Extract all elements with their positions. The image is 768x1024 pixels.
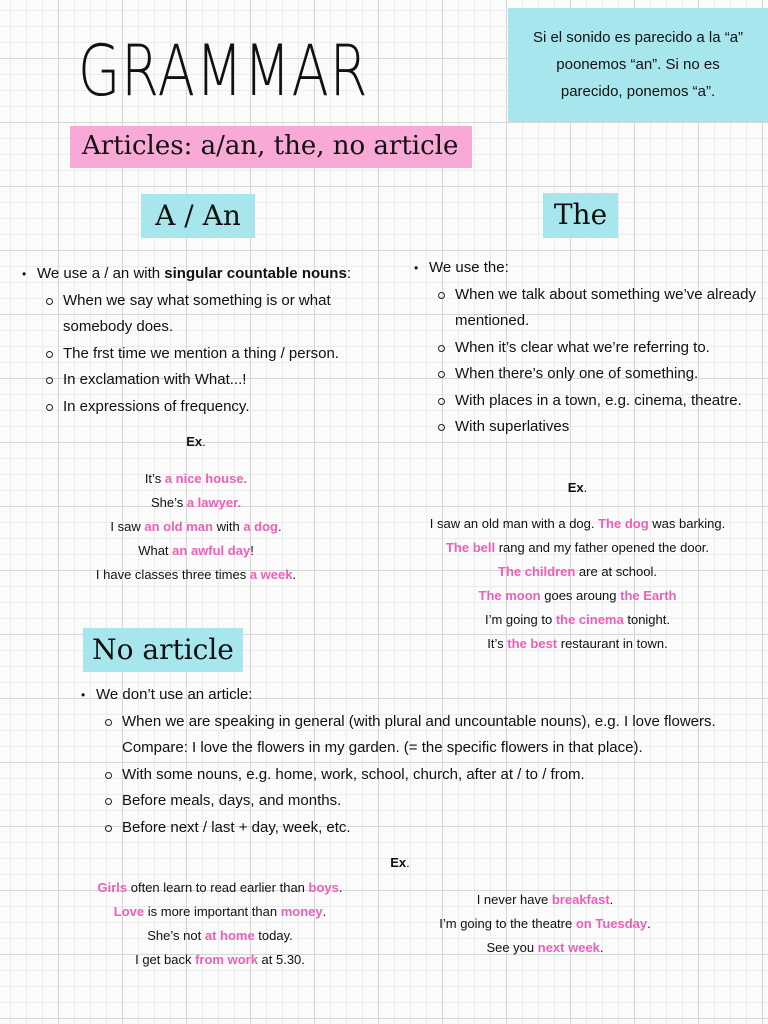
example-text: restaurant in town. <box>557 636 668 651</box>
no-article-intro: • We don’t use an article: When we are speaking in general (with plural and uncountable nouns), e.g. I love flowers. Compare: I love the flowers in my garden. (= the specific flowers in that place). With some nouns, e.g. home, work, school, church, after at / to / from. Before meals, days, and months. Before next / last + day, week, etc. <box>96 682 746 841</box>
list-item: When it’s clear what we’re referring to. <box>455 335 759 362</box>
highlighted-phrase: The moon <box>478 588 541 603</box>
example-text: . <box>609 892 614 907</box>
example-text: is more important than <box>144 904 281 919</box>
highlighted-phrase: the Earth <box>620 588 677 603</box>
no-article-examples-right <box>400 888 690 960</box>
example-text: I saw <box>110 519 145 534</box>
highlighted-phrase: a dog <box>243 519 278 534</box>
highlighted-phrase: The dog <box>598 516 649 531</box>
highlighted-phrase: Love <box>113 904 145 919</box>
the-rules <box>429 255 759 441</box>
highlighted-phrase: a lawyer. <box>186 495 242 510</box>
example-line <box>400 512 755 536</box>
example-text: I get back <box>135 952 196 967</box>
a-an-examples <box>40 467 352 587</box>
list-item: Before meals, days, and months. <box>122 788 746 815</box>
example-line <box>400 912 690 936</box>
example-line <box>400 584 755 608</box>
list-item: With places in a town, e.g. cinema, theatre. <box>455 388 759 415</box>
example-line <box>400 560 755 584</box>
highlighted-phrase: Girls <box>97 880 128 895</box>
highlighted-phrase: from work <box>195 952 258 967</box>
example-text: often learn to read earlier than <box>127 880 309 895</box>
page-title: GRAMMAR <box>78 30 369 112</box>
example-text: I’m going to <box>484 612 556 627</box>
highlighted-phrase: an old man <box>144 519 213 534</box>
example-text: are at school. <box>575 564 657 579</box>
example-line <box>40 491 352 515</box>
a-an-ex-label: Ex. <box>186 434 206 449</box>
list-item: When we are speaking in general (with plural and uncountable nouns), e.g. I love flowers. Compare: I love the flowers in my garden. (= the specific flowers in that place). <box>122 709 746 762</box>
highlighted-phrase: The children <box>498 564 576 579</box>
the-examples <box>400 512 755 656</box>
a-an-intro: • We use a / an with singular countable nouns: When we say what something is or what somebody does. The frst time we mention a thing / person. In exclamation with What...! In expressions of frequency. <box>37 261 377 420</box>
highlighted-phrase: a nice house. <box>164 471 248 486</box>
highlighted-phrase: money <box>280 904 323 919</box>
example-text: rang and my father opened the door. <box>495 540 710 555</box>
example-line <box>400 608 755 632</box>
example-line <box>60 948 380 972</box>
highlighted-phrase: the best <box>507 636 558 651</box>
example-text: was barking. <box>648 516 726 531</box>
example-text: . <box>599 940 604 955</box>
highlighted-phrase: an awful day <box>172 543 251 558</box>
example-text: I saw an old man with a dog. <box>429 516 599 531</box>
list-item: Before next / last + day, week, etc. <box>122 815 746 842</box>
example-text: See you <box>486 940 538 955</box>
list-item: In expressions of frequency. <box>63 394 377 421</box>
a-an-intro-bold: singular countable nouns <box>164 265 347 282</box>
example-text: It’s <box>487 636 508 651</box>
example-line <box>40 467 352 491</box>
example-text: . <box>292 567 297 582</box>
example-text: today. <box>254 928 293 943</box>
heading-no-article: No article <box>83 628 243 672</box>
heading-a-an: A / An <box>141 194 255 238</box>
example-text: . <box>338 880 343 895</box>
list-item: With superlatives <box>455 414 759 441</box>
example-text: at 5.30. <box>257 952 305 967</box>
example-text: with <box>212 519 244 534</box>
list-item: When there’s only one of something. <box>455 361 759 388</box>
list-item: With some nouns, e.g. home, work, school, church, after at / to / from. <box>122 762 746 789</box>
pronunciation-note: Si el sonido es parecido a la “a” poonemos “an”. Si no es parecido, ponemos “a”. <box>508 8 768 122</box>
list-item: When we talk about something we’ve already mentioned. <box>455 282 759 335</box>
example-text: tonight. <box>623 612 670 627</box>
example-text: She’s not <box>147 928 205 943</box>
example-line <box>40 563 352 587</box>
list-item: The frst time we mention a thing / person. <box>63 341 377 368</box>
example-line <box>400 936 690 960</box>
highlighted-phrase: The bell <box>445 540 496 555</box>
list-item: When we say what something is or what somebody does. <box>63 288 377 341</box>
example-line <box>60 924 380 948</box>
example-text: I’m going to the theatre <box>439 916 576 931</box>
highlighted-phrase: boys <box>308 880 339 895</box>
the-intro: • We use the: When we talk about something we’ve already mentioned. When it’s clear what we’re referring to. When there’s only one of something. With places in a town, e.g. cinema, theatre. With superlatives <box>429 255 759 441</box>
example-text: . <box>647 916 651 931</box>
heading-the: The <box>543 193 618 238</box>
example-text: I have classes three times <box>95 567 250 582</box>
the-ex-label: Ex. <box>567 480 588 495</box>
no-article-rules <box>96 682 746 841</box>
list-item: In exclamation with What...! <box>63 367 377 394</box>
no-article-ex-label: Ex. <box>390 855 410 870</box>
highlighted-phrase: at home <box>204 928 255 943</box>
example-line <box>60 900 380 924</box>
example-line <box>400 632 755 656</box>
highlighted-phrase: the cinema <box>555 612 624 627</box>
highlighted-phrase: breakfast <box>551 892 610 907</box>
example-line <box>60 876 380 900</box>
a-an-rules <box>37 261 377 420</box>
example-text: goes aroung <box>540 588 621 603</box>
highlighted-phrase: a week <box>249 567 293 582</box>
page-subtitle: Articles: a/an, the, no article <box>70 126 472 168</box>
example-line <box>400 536 755 560</box>
example-text: ! <box>250 543 254 558</box>
example-line <box>40 539 352 563</box>
example-text: I never have <box>476 892 552 907</box>
highlighted-phrase: next week <box>537 940 600 955</box>
example-line <box>40 515 352 539</box>
example-text: . <box>322 904 327 919</box>
example-text: It’s <box>144 471 165 486</box>
example-text: What <box>138 543 173 558</box>
example-text: She’s <box>150 495 187 510</box>
example-line <box>400 888 690 912</box>
highlighted-phrase: on Tuesday <box>575 916 648 931</box>
no-article-examples-left <box>60 876 380 972</box>
example-text: . <box>277 519 282 534</box>
